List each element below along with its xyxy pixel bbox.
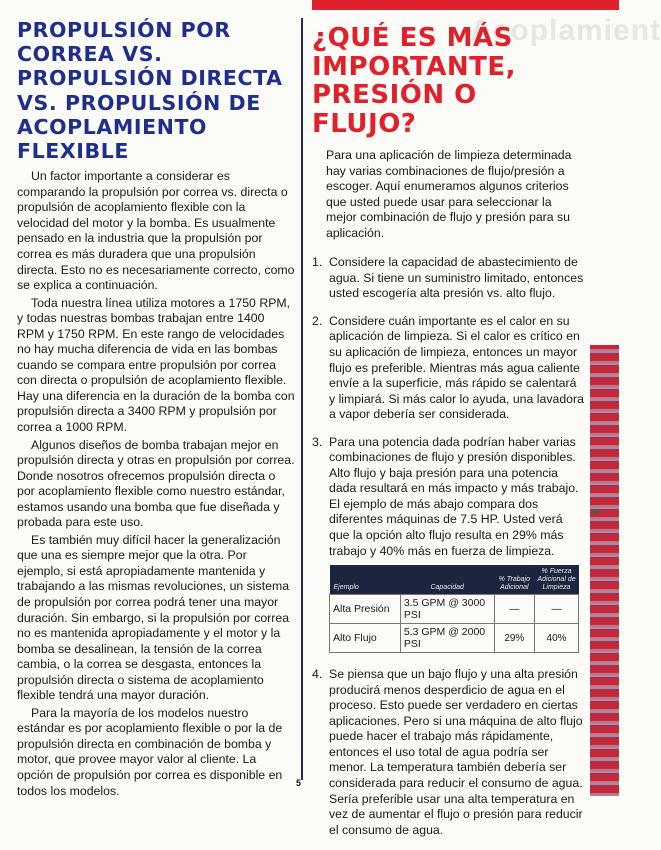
left-paragraph-3: Algunos diseños de bomba trabajan mejor en propulsión directa y otras en propulsión por correa. Donde nosotros ofrecemos propulsión directa o por acoplamiento flexible como nuestro estándar, estamos usando una bomba que fue diseñada y probada para este uso.	[17, 437, 295, 530]
top-red-bar	[312, 0, 619, 10]
comparison-table	[329, 565, 579, 653]
left-article-title: PROPULSIÓN POR CORREA VS. PROPULSIÓN DIRECTA VS. PROPULSIÓN DE ACOPLAMIENTO FLEXIBLE	[17, 18, 283, 164]
table-cell: —	[494, 595, 535, 624]
list-item-number: 2.	[312, 313, 323, 328]
table-row	[330, 595, 579, 624]
table-cell: 40%	[535, 624, 579, 653]
left-column	[17, 18, 295, 801]
criteria-list-continued	[312, 667, 584, 838]
list-item	[312, 255, 584, 302]
list-item-number: 3.	[312, 434, 323, 449]
left-paragraph-2: Toda nuestra línea utiliza motores a 1750 RPM, y todas nuestras bombas trabajan entre 1400 RPM y 1750 RPM. En este rango de velocidades no hay mucha diferencia de vida en las bombas cuando se compara entre propulsión por correa con directa o propulsión de acoplamiento flexible. Hay una diferencia en la duración de la bomba con propulsión directa a 3400 RPM y propulsión por correa a 1000 RPM.	[17, 295, 295, 434]
left-paragraph-4: Es también muy difícil hacer la generalización que una es siempre mejor que la otra. Por ejemplo, si está apropiadamente mantenida y trabajando a las mismas revoluciones, un sistema de propulsión por correa podrá tener una mayor duración. Sin embargo, si la propulsión por correa no es mantenida apropiadamente y el motor y la bomba se desalinean, la tensión de la correa cambia, o la correa se desgasta, entonces la propulsión directa o sistema de acoplamiento flexible tendrá una mayor duración.	[17, 532, 290, 703]
header-trabajo: % Trabajo Adicional	[494, 565, 535, 595]
list-item-number: 1.	[312, 255, 323, 270]
list-item	[312, 435, 584, 559]
left-paragraph-1: Un factor importante a considerar es comparando la propulsión por correa vs. directa o propulsión de acoplamiento flexible con la velocidad del motor y la bomba. Es usualmente pensado en la industria que la propulsión por correa es más duradera que una propulsión directa. Esto no es necesariamente correcto, como se explica a continuación.	[17, 169, 295, 293]
list-item	[312, 314, 584, 423]
left-article-body	[17, 169, 295, 799]
right-intro-paragraph: Para una aplicación de limpieza determinada hay varias combinaciones de flujo/presión a escoger. Aquí enumeramos algunos criterios que usted puede usar para seleccionar la mejor combinación de flujo y presión para su aplicación.	[326, 148, 572, 240]
list-item-text: Se piensa que un bajo flujo y una alta presión producirá menos desperdicio de agua en el proceso. Esto puede ser verdadero en ciertas aplicaciones. Pero si una máquina de alto flujo puede hacer el trabajo más rápidamente, entonces el uso total de agua podría ser menor. La temperatura también debería ser considerada para reducir el consumo de agua. Sería preferible usar una alta temperatura en vez de aumentar el flujo o presión para reducir el consumo de agua.	[329, 667, 583, 837]
left-paragraph-5: Para la mayoría de los modelos nuestro estándar es por acoplamiento flexible o por la de propulsión directa en combinación de bomba y motor, que provee mayor valor al cliente. La opción de propulsión por correa es disponible en todos los modelos.	[17, 705, 283, 798]
table-cell: —	[535, 595, 579, 624]
table-cell: 5.3 GPM @ 2000 PSI	[400, 624, 494, 653]
table-cell: Alto Flujo	[330, 624, 401, 653]
list-item	[312, 667, 584, 838]
table-cell: Alta Presión	[330, 595, 401, 624]
page-number: 5	[296, 778, 302, 788]
criteria-list	[312, 255, 584, 559]
header-ejemplo: Ejemplo	[330, 565, 401, 595]
column-divider	[301, 18, 303, 780]
list-item-number: 4.	[312, 667, 323, 682]
list-item-text: Considere la capacidad de abastecimiento de agua. Si tiene un suministro limitado, entonces usted escogería alta presión vs. alto flujo.	[329, 255, 584, 301]
header-fuerza: % Fuerza Adicional de Limpieza	[535, 565, 579, 595]
list-item-text: Considere cuán importante es el calor en su aplicación de limpieza. Si el calor es crítico en su aplicación de limpieza, entonces un mayor flujo es preferible. Mientras más agua caliente envíe a la superficie, más rápido se calentará y limpiará. Si más calor lo ayuda, una lavadora a vapor debería ser considerada.	[329, 313, 584, 422]
table-cell: 29%	[494, 624, 535, 653]
table-cell: 3.5 GPM @ 3000 PSI	[400, 595, 494, 624]
list-item-text: Para una potencia dada podrían haber varias combinaciones de flujo y presión disponibles. Alto flujo y baja presión para una potencia dada resultará en más impacto y más trabajo. El ejemplo de más abajo compara dos diferentes máquinas de 7.5 HP. Usted verá que la opción alto flujo resulta en 29% más trabajo y 40% más en fuerza de limpieza.	[329, 434, 579, 558]
margin-dot	[593, 509, 598, 514]
table-row	[330, 624, 579, 653]
decorative-side-stripes	[590, 345, 619, 796]
right-article-title: ¿QUÉ ES MÁS IMPORTANTE, PRESIÓN O FLUJO?	[312, 23, 517, 139]
right-column	[312, 18, 584, 850]
table-header-row	[330, 565, 579, 595]
header-capacidad: Capacidad	[400, 565, 494, 595]
faint-background-heading: Acoplamient	[470, 14, 661, 47]
